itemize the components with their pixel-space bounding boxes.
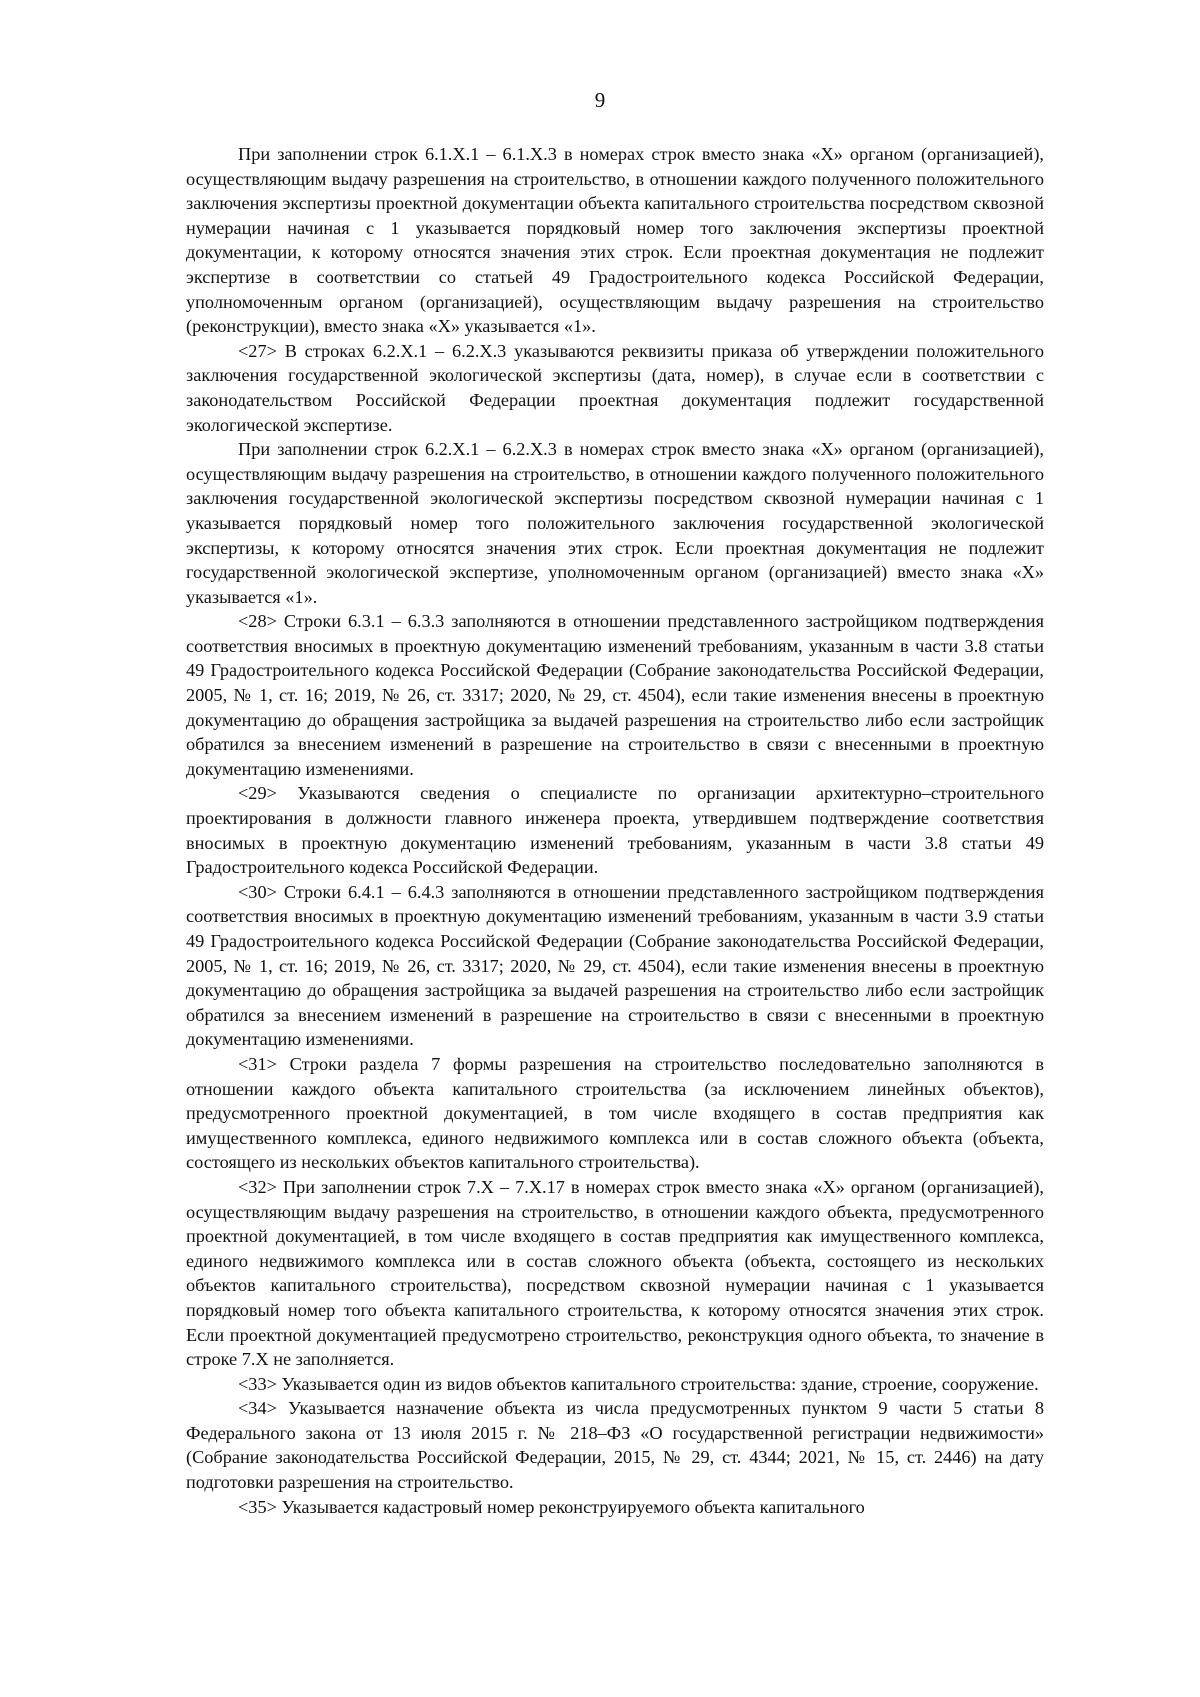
footnote-33: <33> Указывается один из видов объектов капитального строительства: здание, строение, сооружение.	[238, 1373, 1039, 1394]
footnote-31: <31> Строки раздела 7 формы разрешения на строительство последовательно заполняются в отношении каждого объекта капитального строительства (за исключением линейных объектов), предусмотренного проектной документацией, в том числе входящего в состав предприятия как имущественного комплекса, единого недвижимого комплекса или в состав сложного объекта (объекта, состоящего из нескольких объектов капитального строительства).	[186, 1053, 1044, 1173]
footnote-29: <29> Указываются сведения о специалисте по организации архитектурно–строительного проектирования в должности главного инженера проекта, утвердившем подтверждение соответствия вносимых в проектную документацию изменений требованиям, указанным в части 3.8 статьи 49 Градостроительного кодекса Российской Федерации.	[186, 783, 1044, 878]
footnote-34: <34> Указывается назначение объекта из числа предусмотренных пунктом 9 части 5 статьи 8 Федерального закона от 13 июля 2015 г. № 218–ФЗ «О государственной регистрации недвижимости» (Собрание законодательства Российской Федерации, 2015, № 29, ст. 4344; 2021, № 15, ст. 2446) на дату подготовки разрешения на строительство.	[186, 1398, 1044, 1493]
footnote-28: <28> Строки 6.3.1 – 6.3.3 заполняются в отношении представленного застройщиком подтверждения соответствия вносимых в проектную документацию изменений требованиям, указанным в части 3.8 статьи 49 Градостроительного кодекса Российской Федерации (Собрание законодательства Российской Федерации, 2005, № 1, ст. 16; 2019, № 26, ст. 3317; 2020, № 29, ст. 4504), если такие изменения внесены в проектную документацию до обращения застройщика за выдачей разрешения на строительство либо если застройщик обратился за внесением изменений в разрешение на строительство в связи с внесенными в проектную документацию изменениями.	[186, 611, 1044, 779]
paragraph: При заполнении строк 6.2.Х.1 – 6.2.Х.3 в номерах строк вместо знака «Х» органом (организацией), осуществляющим выдачу разрешения на строительство, в отношении каждого полученного положительного заключения государственной экологической экспертизы посредством сквозной нумерации начиная с 1 указывается порядковый номер того положительного заключения государственной экологической экспертизы, к которому относятся значения этих строк. Если проектная документация не подлежит государственной экологической экспертизе, уполномоченным органом (организацией) вместо знака «Х» указывается «1».	[186, 439, 1044, 607]
footnote-30: <30> Строки 6.4.1 – 6.4.3 заполняются в отношении представленного застройщиком подтверждения соответствия вносимых в проектную документацию изменений требованиям, указанным в части 3.9 статьи 49 Градостроительного кодекса Российской Федерации (Собрание законодательства Российской Федерации, 2005, № 1, ст. 16; 2019, № 26, ст. 3317; 2020, № 29, ст. 4504), если такие изменения внесены в проектную документацию до обращения застройщика за выдачей разрешения на строительство либо если застройщик обратился за внесением изменений в разрешение на строительство в связи с внесенными в проектную документацию изменениями.	[186, 881, 1044, 1050]
paragraph: При заполнении строк 6.1.Х.1 – 6.1.Х.3 в номерах строк вместо знака «Х» органом (организацией), осуществляющим выдачу разрешения на строительство, в отношении каждого полученного положительного заключения экспертизы проектной документации объекта капитального строительства посредством сквозной нумерации начиная с 1 указывается порядковый номер того заключения экспертизы проектной документации, к которому относятся значения этих строк. Если проектная документация не подлежит экспертизе в соответствии со статьей 49 Градостроительного кодекса Российской Федерации, уполномоченным органом (организацией), осуществляющим выдачу разрешения на строительство (реконструкции), вместо знака «Х» указывается «1».	[186, 144, 1044, 337]
document-body	[186, 142, 1044, 1519]
footnote-35: <35> Указывается кадастровый номер реконструируемого объекта капитального	[238, 1496, 865, 1517]
footnote-32: <32> При заполнении строк 7.Х – 7.Х.17 в номерах строк вместо знака «Х» органом (организацией), осуществляющим выдачу разрешения на строительство, в отношении каждого объекта, предусмотренного проектной документацией, в том числе входящего в состав предприятия как имущественного комплекса, единого недвижимого комплекса или в состав сложного объекта (объекта, состоящего из нескольких объектов капитального строительства), посредством сквозной нумерации начиная с 1 указывается порядковый номер того объекта капитального строительства, к которому относятся значения этих строк. Если проектной документацией предусмотрено строительство, реконструкция одного объекта, то значение в строке 7.Х не заполняется.	[186, 1176, 1044, 1370]
footnote-27: <27> В строках 6.2.Х.1 – 6.2.Х.3 указываются реквизиты приказа об утверждении положительного заключения государственной экологической экспертизы (дата, номер), в случае если в соответствии с законодательством Российской Федерации проектная документация подлежит государственной экологической экспертизе.	[186, 340, 1044, 435]
page-number: 9	[594, 88, 606, 112]
